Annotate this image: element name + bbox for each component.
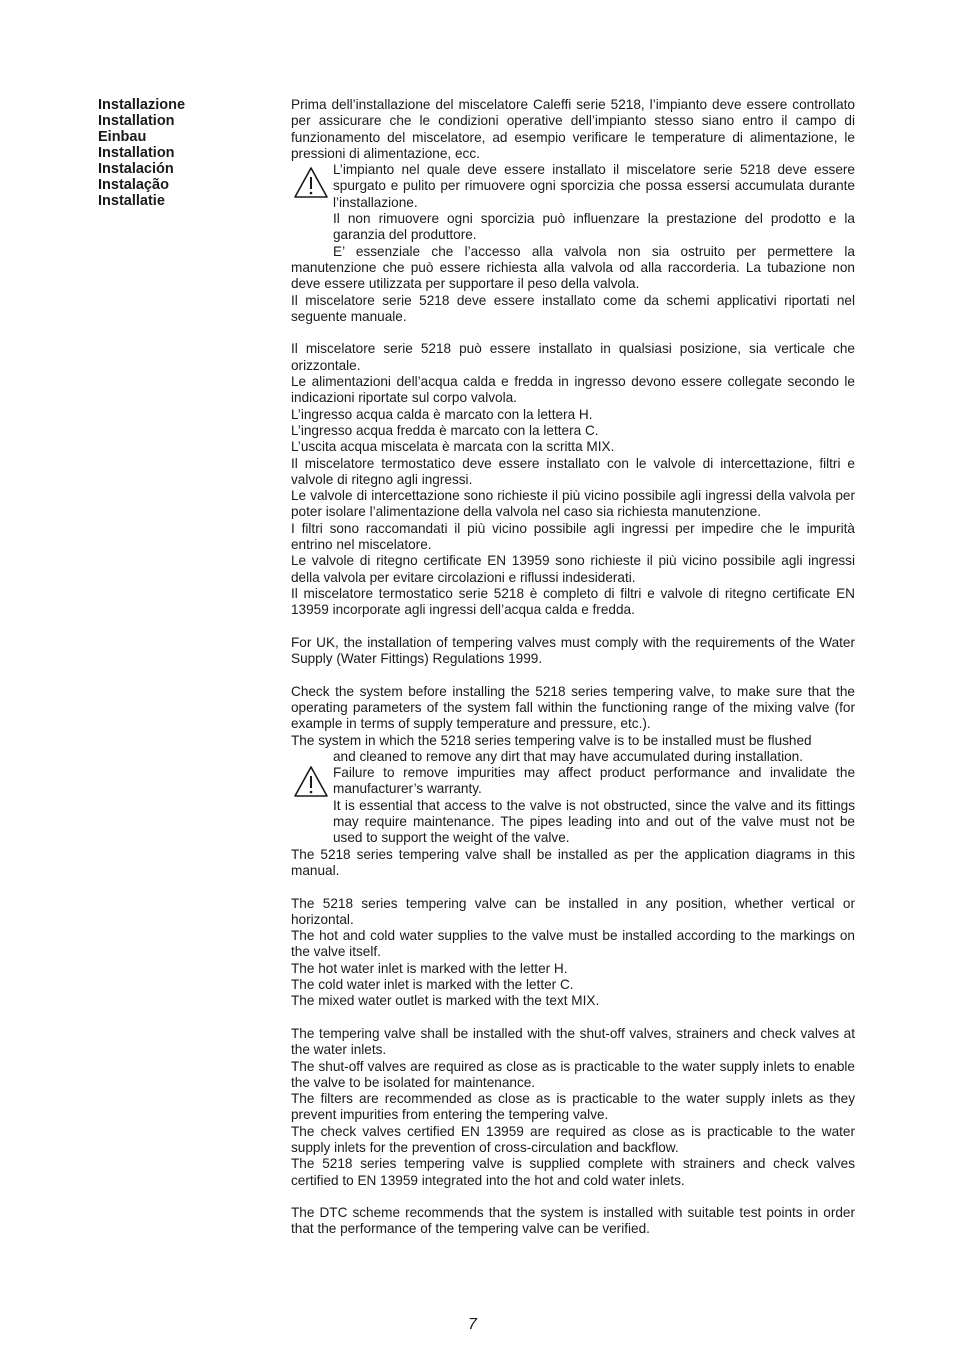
paragraph: Il miscelatore serie 5218 può essere installato in qualsiasi posizione, sia verticale che orizzontale.	[291, 341, 855, 373]
heading-pt: Instalação	[98, 177, 169, 193]
paragraph: The 5218 series tempering valve shall be installed as per the application diagrams in this manual.	[291, 846, 855, 878]
paragraph: E’ essenziale che l’accesso alla valvola non sia ostruito per permettere la manutenzione che può essere richiesta alla valvola od alla raccorderia. La tubazione non deve essere utilizzata per supportare il peso della valvola.	[291, 243, 855, 292]
heading-it: Installazione	[98, 97, 186, 113]
paragraph: The shut-off valves are required as close as is practicable to the water supply inlets to enable the valve to be isolated for maintenance.	[291, 1058, 855, 1090]
paragraph: Le alimentazioni dell’acqua calda e fredda in ingresso devono essere collegate secondo le indicazioni riportate sul corpo valvola.	[291, 374, 855, 406]
page-number: 7	[468, 1316, 477, 1333]
paragraph: The hot water inlet is marked with the letter H.	[291, 960, 568, 976]
body-text	[291, 97, 855, 1238]
paragraph: The 5218 series tempering valve is supplied complete with strainers and check valves certified to EN 13959 integrated into the hot and cold water inlets.	[291, 1156, 855, 1188]
paragraph: The DTC scheme recommends that the system is installed with suitable test points in order that the performance of the tempering valve can be verified.	[291, 1205, 855, 1237]
warning-text: It is essential that access to the valve is not obstructed, since the valve and its fittings may require maintenance. The pipes leading into and out of the valve must not be used to support the weight of the valve.	[333, 797, 855, 846]
heading-es: Instalación	[98, 161, 174, 177]
warning-block-en	[291, 749, 855, 847]
warning-block-it	[291, 162, 855, 243]
paragraph: For UK, the installation of tempering valves must comply with the requirements of the Water Supply (Water Fittings) Regulations 1999.	[291, 634, 855, 667]
paragraph: The cold water inlet is marked with the letter C.	[291, 977, 574, 993]
paragraph: Il miscelatore termostatico deve essere installato con le valvole di intercettazione, filtri e valvole di ritegno agli ingressi.	[291, 455, 855, 487]
warning-text: L’impianto nel quale deve essere installato il miscelatore serie 5218 deve essere spurgato e pulito per rimuovere ogni sporcizia che possa essersi accumulata durante l’installazione.	[333, 162, 855, 210]
warning-text: Failure to remove impurities may affect product performance and invalidate the manufacturer’s warranty.	[333, 765, 855, 797]
heading-de: Einbau	[98, 129, 147, 145]
paragraph: I filtri sono raccomandati il più vicino possibile agli ingressi per impedire che le impurità entrino nel miscelatore.	[291, 520, 855, 553]
warning-text: Il non rimuovere ogni sporcizia può influenzare la prestazione del prodotto e la garanzia del produttore.	[333, 211, 855, 243]
paragraph: The tempering valve shall be installed with the shut-off valves, strainers and check valves at the water inlets.	[291, 1025, 855, 1058]
paragraph: The mixed water outlet is marked with the text MIX.	[291, 993, 600, 1009]
paragraph: The 5218 series tempering valve can be installed in any position, whether vertical or horizontal.	[291, 895, 855, 927]
heading-nl: Installatie	[98, 193, 165, 209]
heading-fr: Installation	[98, 145, 175, 161]
paragraph: Check the system before installing the 5218 series tempering valve, to make sure that the operating parameters of the system fall within the functioning range of the mixing valve (for example in terms of supply temperature and pressure, etc.).	[291, 683, 855, 732]
paragraph: Prima dell’installazione del miscelatore Caleffi serie 5218, l’impianto deve essere controllato per assicurare che le condizioni operative dell’impianto stesso siano entro il campo di funzionamento del miscelatore, ad esempio verificare le temperature di alimentazione, le pressioni di alimentazione, ecc.	[291, 97, 855, 161]
paragraph: The check valves certified EN 13959 are required as close as is practicable to the water supply inlets for the prevention of cross-circulation and backflow.	[291, 1123, 855, 1155]
section-headings	[98, 97, 268, 209]
paragraph: L’ingresso acqua calda è marcato con la lettera H.	[291, 406, 593, 422]
warning-icon	[293, 765, 329, 798]
paragraph: Il miscelatore serie 5218 deve essere installato come da schemi applicativi riportati nel seguente manuale.	[291, 292, 855, 324]
paragraph: Le valvole di ritegno certificate EN 13959 sono richieste il più vicino possibile agli ingressi della valvola per evitare circolazioni e riflussi indesiderati.	[291, 553, 855, 585]
paragraph: L’ingresso acqua fredda è marcato con la lettera C.	[291, 422, 599, 438]
warning-text: and cleaned to remove any dirt that may have accumulated during installation.	[333, 748, 804, 764]
paragraph: The system in which the 5218 series tempering valve is to be installed must be flushed	[291, 732, 812, 748]
paragraph: L’uscita acqua miscelata è marcata con la scritta MIX.	[291, 439, 615, 455]
paragraph: Le valvole di intercettazione sono richieste il più vicino possibile agli ingressi della valvola per poter isolare l’alimentazione della valvola nel caso sia richiesta manutenzione.	[291, 488, 855, 520]
paragraph: The filters are recommended as close as is practicable to the water supply inlets as they prevent impurities from entering the tempering valve.	[291, 1091, 855, 1123]
warning-icon	[293, 166, 329, 199]
heading-en: Installation	[98, 113, 175, 129]
paragraph: Il miscelatore termostatico serie 5218 è completo di filtri e valvole di ritegno certificate EN 13959 incorporate agli ingressi dell’acqua calda e fredda.	[291, 585, 855, 618]
paragraph: The hot and cold water supplies to the valve must be installed according to the markings on the valve itself.	[291, 928, 855, 960]
